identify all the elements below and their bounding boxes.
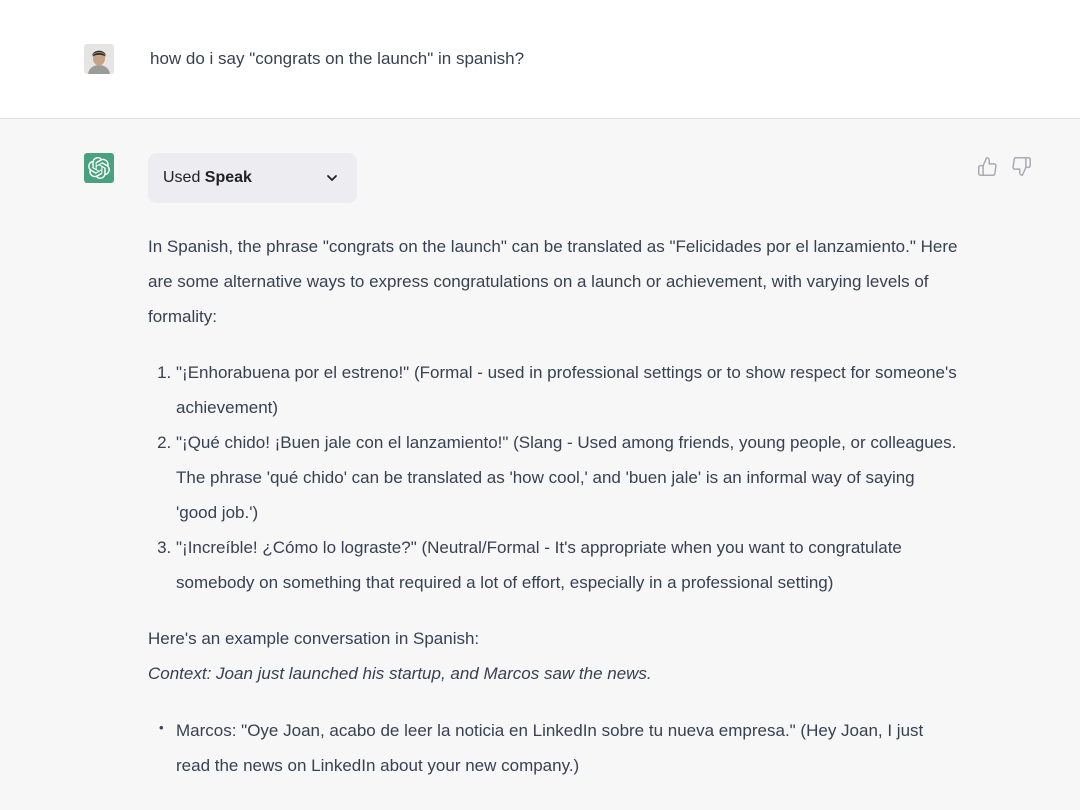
- assistant-message-row: [0, 118, 1080, 810]
- user-message-text: how do i say "congrats on the launch" in spanish?: [150, 49, 525, 68]
- openai-logo-icon: [88, 157, 110, 179]
- context-line: Context: Joan just launched his startup, and Marcos saw the news.: [148, 664, 652, 683]
- list-item: 3. "¡Increíble! ¿Cómo lo lograste?" (Neutral/Formal - It's appropriate when you want to congratulate somebody on something that required a lot of effort, especially in a professional setting): [176, 530, 960, 600]
- assistant-response: [148, 229, 960, 783]
- thumbs-up-button[interactable]: [977, 156, 998, 177]
- example-intro: Here's an example conversation in Spanish:: [148, 629, 480, 648]
- user-photo: [84, 44, 114, 74]
- plugin-name: Speak: [204, 169, 252, 186]
- chevron-down-icon: [324, 170, 340, 186]
- translation-list: [148, 355, 960, 600]
- thumbs-up-icon: [977, 156, 998, 177]
- user-avatar: [84, 44, 114, 74]
- thumbs-down-button[interactable]: [1011, 156, 1032, 177]
- user-message-row: [0, 0, 1080, 118]
- list-item: • Marcos: "Oye Joan, acabo de leer la noticia en LinkedIn sobre tu nueva empresa." (Hey Joan, I just read the news on LinkedIn about your new company.): [176, 713, 960, 783]
- plugin-dropdown[interactable]: [148, 153, 357, 203]
- conversation-list: [148, 713, 960, 783]
- list-item: 2. "¡Qué chido! ¡Buen jale con el lanzamiento!" (Slang - Used among friends, young people, or colleagues. The phrase 'qué chido' can be translated as 'how cool,' and 'buen jale' is an informal way of saying 'good job.'): [176, 425, 960, 530]
- list-item: 1. "¡Enhorabuena por el estreno!" (Formal - used in professional settings or to show respect for someone's achievement): [176, 355, 960, 425]
- assistant-avatar: [84, 153, 114, 183]
- intro-paragraph: In Spanish, the phrase "congrats on the launch" can be translated as "Felicidades por el lanzamiento." Here are some alternative ways to express congratulations on a launch or achievement, with varying levels of formality:: [148, 237, 958, 326]
- feedback-controls: [977, 156, 1032, 177]
- thumbs-down-icon: [1011, 156, 1032, 177]
- plugin-label: Used Speak: [163, 169, 252, 186]
